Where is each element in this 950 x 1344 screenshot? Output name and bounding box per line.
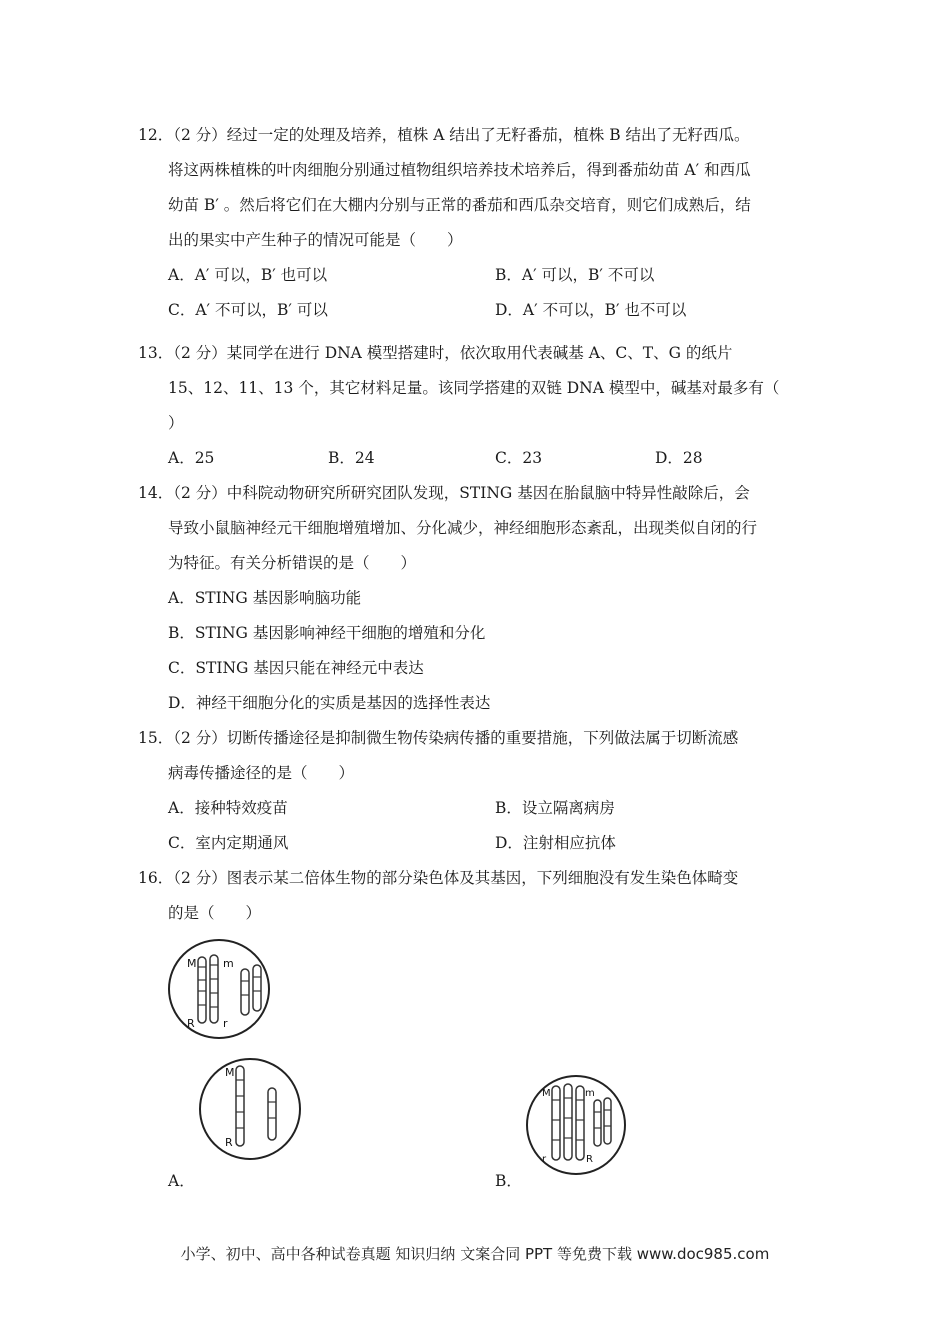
reference-cell-figure [163, 935, 283, 1045]
question-13 [138, 336, 818, 476]
option-c[interactable]: C．STING 基因只能在神经元中表达 [168, 659, 424, 677]
question-text: 出的果实中产生种子的情况可能是（ ） [168, 231, 463, 249]
option-d[interactable]: D．注射相应抗体 [495, 834, 616, 852]
question-text: 的是（ ） [168, 904, 262, 922]
option-row [138, 791, 818, 826]
question-text: 14．（2 分）中科院动物研究所研究团队发现，STING 基因在胎鼠脑中特异性敲除后，会 [138, 484, 750, 502]
option-d[interactable]: D．28 [655, 449, 703, 467]
option-d[interactable]: D．神经干细胞分化的实质是基因的选择性表达 [168, 694, 491, 712]
gene-label: m [585, 1088, 595, 1099]
option-d[interactable]: D．A′ 不可以，B′ 也不可以 [495, 301, 687, 319]
gene-label: R [586, 1154, 593, 1165]
option-b[interactable]: B．设立隔离病房 [495, 799, 615, 817]
option-b[interactable]: B．A′ 可以，B′ 不可以 [495, 266, 655, 284]
question-text: 15．（2 分）切断传播途径是抑制微生物传染病传播的重要措施，下列做法属于切断流感 [138, 729, 739, 747]
gene-label: R [187, 1017, 195, 1030]
option-a[interactable]: A．接种特效疫苗 [168, 799, 288, 817]
question-16 [138, 861, 818, 931]
option-b[interactable]: B．24 [328, 449, 375, 467]
question-text: ） [168, 414, 184, 432]
option-a[interactable]: A．A′ 可以，B′ 也可以 [168, 266, 328, 284]
question-text: 病毒传播途径的是（ ） [168, 764, 355, 782]
page-footer: 小学、初中、高中各种试卷真题 知识归纳 文案合同 PPT 等免费下载 www.doc985.com [180, 1245, 770, 1263]
option-a[interactable]: A．STING 基因影响脑功能 [168, 589, 362, 607]
question-12 [138, 118, 818, 328]
question-14 [138, 476, 818, 721]
option-b-label[interactable]: B． [495, 1172, 522, 1190]
gene-label: r [542, 1154, 547, 1165]
gene-label: m [223, 957, 234, 970]
option-a[interactable]: A．25 [168, 449, 215, 467]
option-a-figure[interactable] [198, 1054, 304, 1164]
question-text: 将这两株植株的叶肉细胞分别通过植物组织培养技术培养后，得到番茄幼苗 A′ 和西瓜 [168, 161, 751, 179]
option-c[interactable]: C．23 [495, 449, 543, 467]
option-row [138, 826, 818, 861]
question-text: 15、12、11、13 个，其它材料足量。该同学搭建的双链 DNA 模型中，碱基对最多有（ [168, 379, 780, 397]
option-row [138, 293, 818, 328]
gene-label: M [542, 1088, 551, 1099]
gene-label: r [223, 1017, 228, 1030]
option-c[interactable]: C．A′ 不可以，B′ 可以 [168, 301, 328, 319]
gene-label: M [225, 1066, 235, 1079]
option-a-label[interactable]: A． [168, 1172, 195, 1190]
question-15 [138, 721, 818, 861]
question-text: 12．（2 分）经过一定的处理及培养，植株 A 结出了无籽番茄，植株 B 结出了无籽西瓜。 [138, 126, 750, 144]
question-text: 为特征。有关分析错误的是（ ） [168, 554, 417, 572]
option-row [138, 258, 818, 293]
option-c[interactable]: C．室内定期通风 [168, 834, 289, 852]
gene-label: M [187, 957, 197, 970]
question-text: 导致小鼠脑神经元干细胞增殖增加、分化减少，神经细胞形态紊乱，出现类似自闭的行 [168, 519, 758, 537]
question-text: 幼苗 B′ 。然后将它们在大棚内分别与正常的番茄和西瓜杂交培育，则它们成熟后，结 [168, 196, 751, 214]
option-row [138, 441, 818, 476]
gene-label: R [225, 1136, 233, 1149]
option-b[interactable]: B．STING 基因影响神经干细胞的增殖和分化 [168, 624, 486, 642]
question-text: 16．（2 分）图表示某二倍体生物的部分染色体及其基因，下列细胞没有发生染色体畸变 [138, 869, 739, 887]
question-text: 13．（2 分）某同学在进行 DNA 模型搭建时，依次取用代表碱基 A、C、T、G 的纸片 [138, 344, 733, 362]
option-b-figure[interactable] [524, 1072, 630, 1178]
